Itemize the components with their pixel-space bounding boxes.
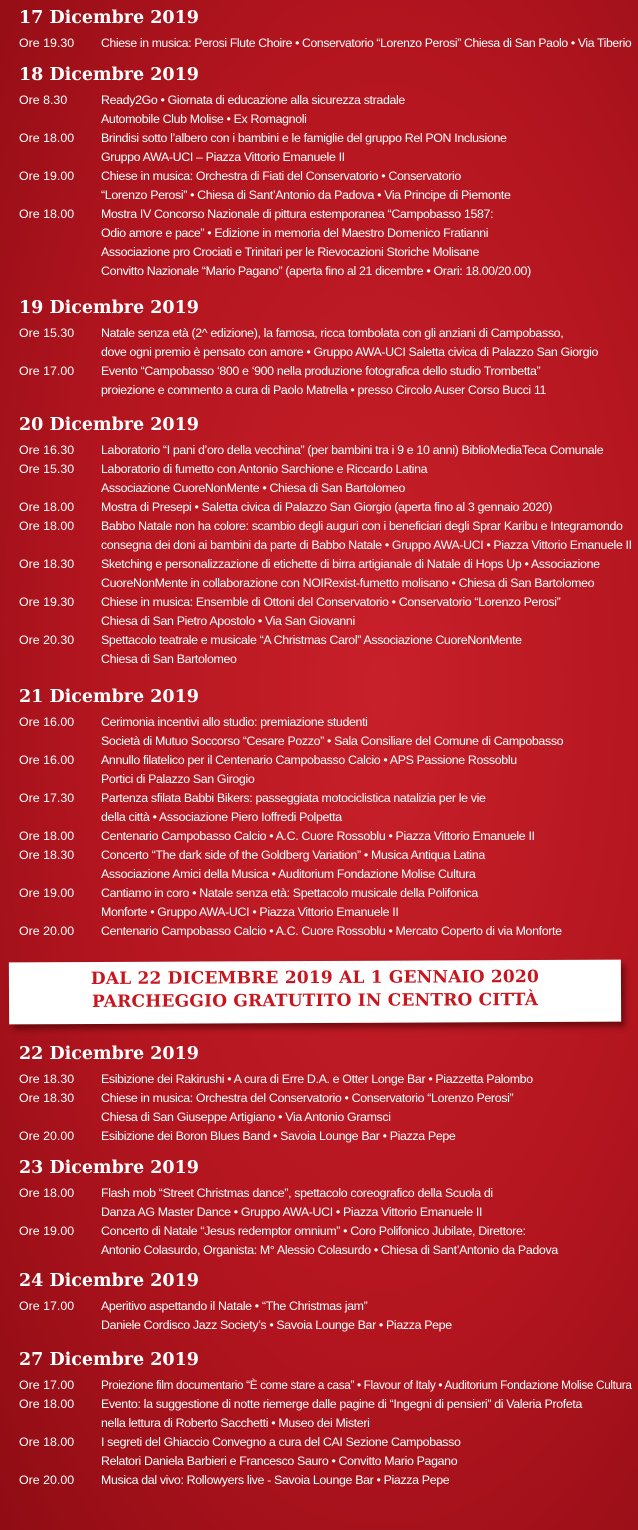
event-description-line: Sketching e personalizzazione di etichette di birra artigianale di Natale di Hops Up • Associazione	[101, 557, 600, 571]
event-description-line: Chiese in musica: Ensemble di Ottoni del Conservatorio • Conservatorio “Lorenzo Perosi”	[101, 595, 561, 609]
event-description-line: Chiese in musica: Orchestra del Conservatorio • Conservatorio “Lorenzo Perosi”	[101, 1091, 514, 1105]
event-description-line: Associazione CuoreNonMente • Chiesa di San Bartolomeo	[101, 481, 405, 495]
event-time: Ore 18.30	[19, 1072, 75, 1086]
banner-line-2: PARCHEGGIO GRATUTITO IN CENTRO CITTÀ	[91, 990, 539, 1012]
event-description-line: consegna dei doni ai bambini da parte di Babbo Natale • Gruppo AWA-UCI • Piazza Vittorio Emanuele II	[101, 538, 632, 552]
event-description-line: Annullo filatelico per il Centenario Campobasso Calcio • APS Passione Rossoblu	[101, 753, 517, 767]
event-description-line: Musica dal vivo: Rollowyers live - Savoia Lounge Bar • Piazza Pepe	[101, 1473, 450, 1487]
event-description-line: Daniele Cordisco Jazz Society’s • Savoia Lounge Bar • Piazza Pepe	[101, 1318, 452, 1332]
day-title: 27 Dicembre 2019	[19, 1350, 199, 1370]
event-time: Ore 19.30	[19, 595, 75, 609]
event-time: Ore 8.30	[19, 93, 68, 107]
day-title: 18 Dicembre 2019	[19, 65, 199, 85]
event-description-line: Esibizione dei Boron Blues Band • Savoia Lounge Bar • Piazza Pepe	[101, 1129, 456, 1143]
event-description-line: Mostra di Presepi • Saletta civica di Palazzo San Giorgio (aperta fino al 3 gennaio 2020)	[101, 500, 553, 514]
event-time: Ore 17.00	[19, 1378, 75, 1392]
event-description-line: Cantiamo in coro • Natale senza età: Spettacolo musicale della Polifonica	[101, 886, 478, 900]
day-title: 20 Dicembre 2019	[19, 415, 199, 435]
event-description-line: Evento “Campobasso ‘800 e ‘900 nella produzione fotografica dello studio Trombetta”	[101, 364, 541, 378]
event-description-line: Natale senza età (2^ edizione), la famosa, ricca tombolata con gli anziani di Campobasso,	[101, 326, 564, 340]
event-description-line: Chiese in musica: Perosi Flute Choire • Conservatorio “Lorenzo Perosi” Chiesa di San Paolo • Via Tiberio	[101, 36, 632, 50]
event-description-line: Concerto di Natale “Jesus redemptor omnium” • Coro Polifonico Jubilate, Direttore:	[101, 1224, 526, 1238]
event-description-line: Associazione Amici della Musica • Auditorium Fondazione Molise Cultura	[101, 867, 476, 881]
event-description-line: Ready2Go • Giornata di educazione alla sicurezza stradale	[101, 93, 405, 107]
event-time: Ore 18.00	[19, 1186, 75, 1200]
event-description-line: Proiezione film documentario “È come stare a casa” • Flavour of Italy • Auditorium Fondazione Molise Cultura	[101, 1378, 632, 1392]
day-title: 19 Dicembre 2019	[19, 298, 199, 318]
event-description-line: Società di Mutuo Soccorso “Cesare Pozzo” • Sala Consiliare del Comune di Campobasso	[101, 734, 564, 748]
event-time: Ore 18.00	[19, 1397, 75, 1411]
event-description-line: Antonio Colasurdo, Organista: M° Alessio Colasurdo • Chiesa di Sant’Antonio da Padova	[101, 1243, 558, 1257]
event-description-line: Chiesa di San Bartolomeo	[101, 652, 237, 666]
event-time: Ore 19.00	[19, 1224, 75, 1238]
event-description-line: Centenario Campobasso Calcio • A.C. Cuore Rossoblu • Piazza Vittorio Emanuele II	[101, 829, 535, 843]
event-time: Ore 17.00	[19, 1299, 75, 1313]
event-description-line: proiezione e commento a cura di Paolo Matrella • presso Circolo Auser Corso Bucci 11	[101, 383, 547, 397]
event-description-line: Concerto “The dark side of the Goldberg Variation” • Musica Antiqua Latina	[101, 848, 485, 862]
event-time: Ore 17.30	[19, 791, 75, 805]
event-description-line: Centenario Campobasso Calcio • A.C. Cuore Rossoblu • Mercato Coperto di via Monforte	[101, 924, 562, 938]
event-time: Ore 16.00	[19, 715, 75, 729]
free-parking-banner	[9, 960, 621, 1025]
event-time: Ore 18.30	[19, 1091, 75, 1105]
banner-line-1: DAL 22 DICEMBRE 2019 AL 1 GENNAIO 2020	[90, 967, 540, 989]
event-description-line: dove ogni premio è pensato con amore • Gruppo AWA-UCI Saletta civica di Palazzo San Giorgio	[101, 345, 599, 359]
event-description-line: Automobile Club Molise • Ex Romagnoli	[101, 112, 307, 126]
event-time: Ore 18.00	[19, 131, 75, 145]
event-time: Ore 18.00	[19, 207, 75, 221]
event-description-line: Partenza sfilata Babbi Bikers: passeggiata motociclistica natalizia per le vie	[101, 791, 486, 805]
event-description-line: I segreti del Ghiaccio Convegno a cura del CAI Sezione Campobasso	[101, 1435, 461, 1449]
event-description-line: Chiesa di San Giuseppe Artigiano • Via Antonio Gramsci	[101, 1110, 391, 1124]
event-description-line: Spettacolo teatrale e musicale “A Christmas Carol” Associazione CuoreNonMente	[101, 633, 522, 647]
event-time: Ore 16.30	[19, 443, 75, 457]
event-description-line: Aperitivo aspettando il Natale • “The Christmas jam”	[101, 1299, 368, 1313]
event-description-line: Chiese in musica: Orchestra di Fiati del Conservatorio • Conservatorio	[101, 169, 461, 183]
event-description-line: Odio amore e pace” • Edizione in memoria del Maestro Domenico Fratianni	[101, 226, 489, 240]
event-time: Ore 18.00	[19, 1435, 75, 1449]
event-description-line: Relatori Daniela Barbieri e Francesco Sauro • Convitto Mario Pagano	[101, 1454, 458, 1468]
event-description-line: CuoreNonMente in collaborazione con NOIRexist-fumetto molisano • Chiesa di San Bartolomeo	[101, 576, 595, 590]
event-time: Ore 20.00	[19, 1129, 75, 1143]
event-description-line: Esibizione dei Rakirushi • A cura di Erre D.A. e Otter Longe Bar • Piazzetta Palombo	[101, 1072, 533, 1086]
event-description-line: Babbo Natale non ha colore: scambio degli auguri con i beneficiari degli Sprar Karibu e Integramondo	[101, 519, 623, 533]
event-description-line: Cerimonia incentivi allo studio: premiazione studenti	[101, 715, 368, 729]
event-description-line: Flash mob “Street Christmas dance”, spettacolo coreografico della Scuola di	[101, 1186, 493, 1200]
event-time: Ore 19.30	[19, 36, 75, 50]
event-description-line: Associazione pro Crociati e Trinitari per le Rievocazioni Storiche Molisane	[101, 245, 480, 259]
event-description-line: Danza AG Master Dance • Gruppo AWA-UCI • Piazza Vittorio Emanuele II	[101, 1205, 483, 1219]
event-time: Ore 20.30	[19, 633, 75, 647]
day-title: 17 Dicembre 2019	[19, 8, 199, 28]
day-title: 21 Dicembre 2019	[19, 687, 199, 707]
event-time: Ore 18.30	[19, 848, 75, 862]
event-time: Ore 17.00	[19, 364, 75, 378]
event-time: Ore 15.30	[19, 462, 75, 476]
event-description-line: Convitto Nazionale “Mario Pagano” (aperta fino al 21 dicembre • Orari: 18.00/20.00)	[101, 264, 531, 278]
day-title: 24 Dicembre 2019	[19, 1271, 199, 1291]
event-description-line: della città • Associazione Piero Ioffredi Polpetta	[101, 810, 342, 824]
event-description-line: Gruppo AWA-UCI – Piazza Vittorio Emanuele II	[101, 150, 345, 164]
event-time: Ore 18.00	[19, 829, 75, 843]
event-time: Ore 19.00	[19, 886, 75, 900]
event-description-line: Monforte • Gruppo AWA-UCI • Piazza Vittorio Emanuele II	[101, 905, 399, 919]
event-time: Ore 18.00	[19, 500, 75, 514]
event-description-line: Chiesa di San Pietro Apostolo • Via San Giovanni	[101, 614, 355, 628]
day-title: 22 Dicembre 2019	[19, 1044, 199, 1064]
event-time: Ore 16.00	[19, 753, 75, 767]
event-description-line: “Lorenzo Perosi” • Chiesa di Sant’Antonio da Padova • Via Principe di Piemonte	[101, 188, 511, 202]
event-time: Ore 20.00	[19, 924, 75, 938]
event-description-line: Mostra IV Concorso Nazionale di pittura estemporanea “Campobasso 1587:	[101, 207, 494, 221]
event-description-line: Portici di Palazzo San Girogio	[101, 772, 255, 786]
day-title: 23 Dicembre 2019	[19, 1158, 199, 1178]
event-description-line: Laboratorio di fumetto con Antonio Sarchione e Riccardo Latina	[101, 462, 428, 476]
event-time: Ore 18.00	[19, 519, 75, 533]
event-description-line: Brindisi sotto l’albero con i bambini e le famiglie del gruppo Rel PON Inclusione	[101, 131, 507, 145]
event-time: Ore 19.00	[19, 169, 75, 183]
event-time: Ore 20.00	[19, 1473, 75, 1487]
event-description-line: nella lettura di Roberto Sacchetti • Museo dei Misteri	[101, 1416, 370, 1430]
event-time: Ore 15.30	[19, 326, 75, 340]
event-description-line: Evento: la suggestione di notte riemerge dalle pagine di “Ingegni di pensieri” di Valeria Profeta	[101, 1397, 583, 1411]
event-description-line: Laboratorio “I pani d’oro della vecchina” (per bambini tra i 9 e 10 anni) BiblioMediaTeca Comunale	[101, 443, 604, 457]
event-time: Ore 18.30	[19, 557, 75, 571]
